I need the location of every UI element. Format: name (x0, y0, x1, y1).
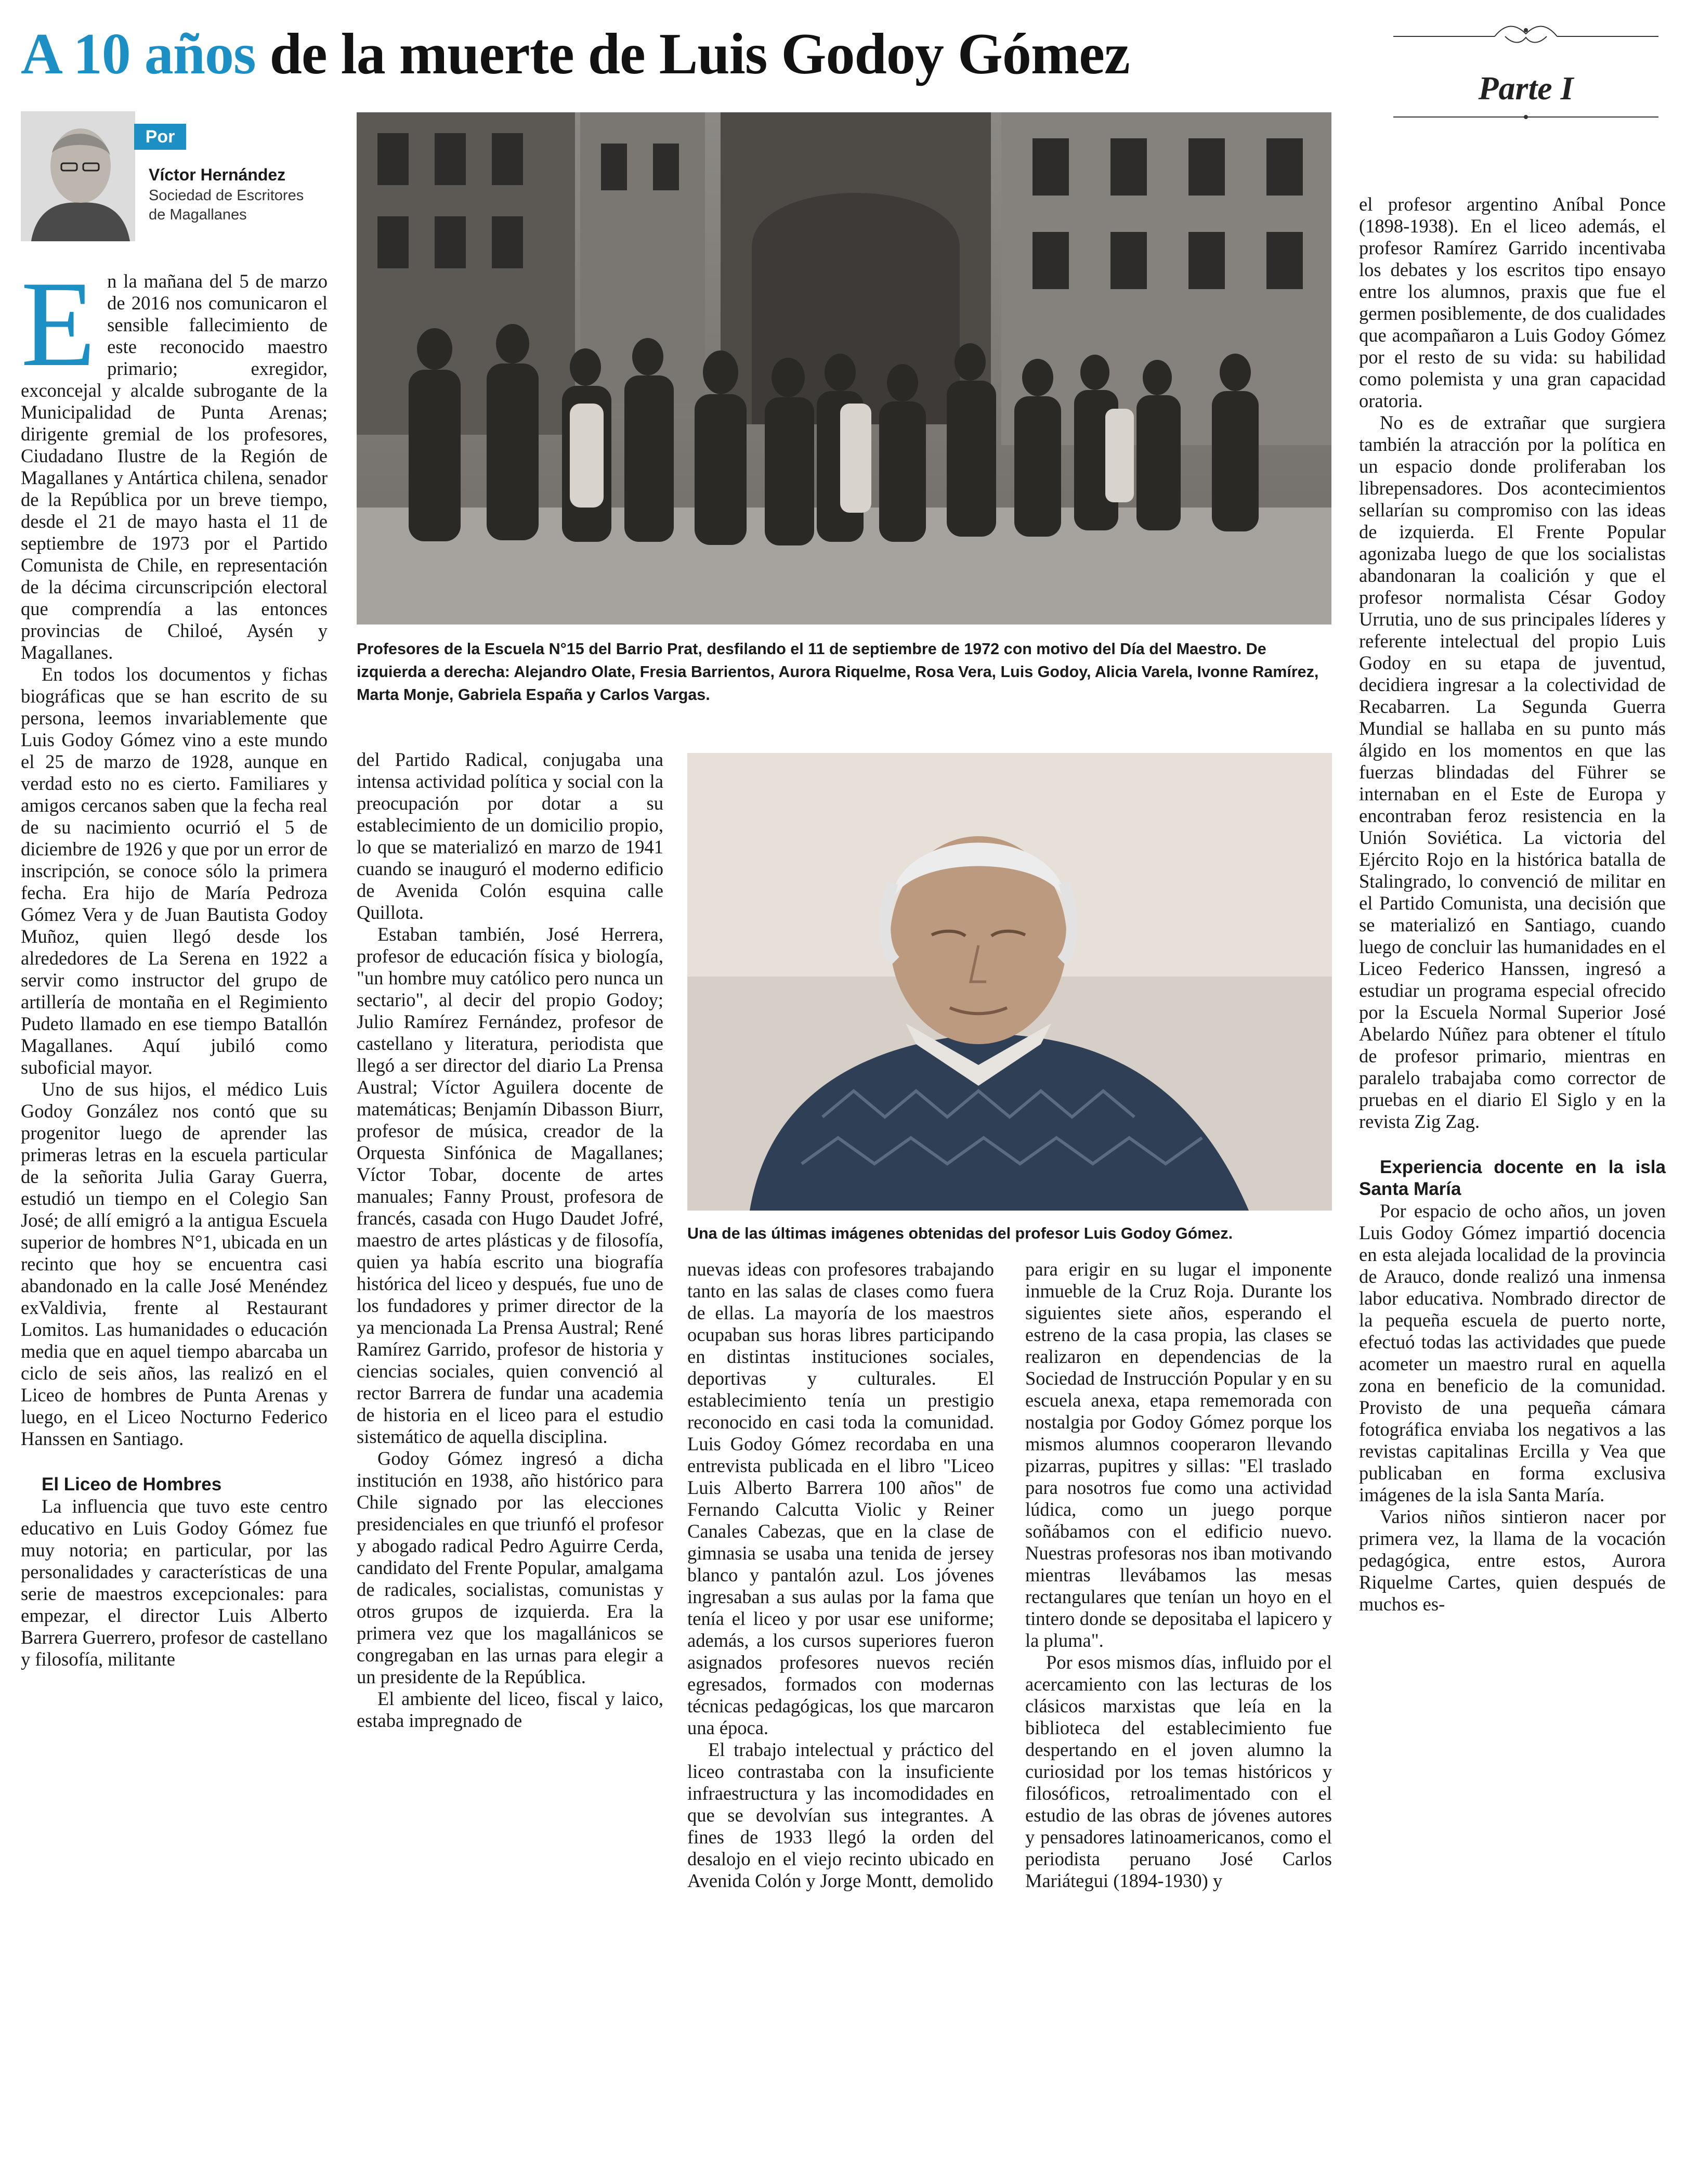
headline (21, 18, 1352, 90)
headline-rest: de la muerte de Luis Godoy Gómez (255, 22, 1130, 86)
article-paragraph-text: n la mañana del 5 de marzo de 2016 nos comunicaron el sensible fallecimiento de este reconocido maestro primario; exregidor, exconcejal y alcalde subrogante de la Municipalidad de Punta Arenas; dirigente gremial de los profesores, Ciudadano Ilustre de la Región de Magallanes y Antártica chilena, senador de la República por un breve tiempo, desde el 21 de mayo hasta el 11 de septiembre de 1973 por el Partido Comunista de Chile, en representación de la décima circunscripción electoral que comprendía a las entonces provincias de Chiloé, Aysén y Magallanes. (21, 270, 328, 663)
portrait-photo-image (687, 753, 1332, 1211)
article-paragraph: Por espacio de ocho años, un joven Luis Godoy Gómez impartió docencia en esta alejada localidad de la provincia de Arauco, donde realizó una inmensa labor educativa. Nombrado director de la pequeña escuela de puerto norte, efectuó todas las actividades que puede acometer un maestro rural en aquella zona en beneficio de la comunidad. Provisto de una pequeña cámara fotográfica enviaba los negativos a las revistas capitalinas Ercilla y Vea que publicaban en forma exclusiva imágenes de la isla Santa María. (1359, 1200, 1666, 1505)
article-column-1 (21, 256, 328, 2174)
parade-photo-image (357, 112, 1331, 625)
article-paragraph: el profesor argentino Aníbal Ponce (1898-1938). En el liceo además, el profesor Ramírez Garrido incentivaba los debates y los escritos tipo ensayo entre los alumnos, praxis que fue el germen posiblemente, de dos cualidades que acompañaron a Luis Godoy Gómez por el resto de su vida: su habilidad como polemista y una gran capacidad oratoria. (1359, 193, 1666, 411)
subheading-experiencia: Experiencia docente en la isla Santa María (1359, 1157, 1666, 1199)
author-portrait-icon (21, 111, 135, 241)
parade-photo (357, 112, 1331, 625)
article-paragraph: Estaban también, José Herrera, profesor de educación física y biología, "un hombre muy católico pero nunca un sectario", al decir del propio Godoy; Julio Ramírez Fernández, profesor de castellano y literatura, periodista que llegó a ser director del diario La Prensa Austral; Víctor Aguilera docente de matemáticas; Benjamín Dibasson Biurr, profesor de música, creador de la Orquesta Sinfónica de Magallanes; Víctor Tobar, docente de artes manuales; Fanny Proust, profesora de francés, casada con Hugo Daudet Jofré, maestro de artes plásticas y de filosofía, quien ya había escrito una biografía histórica del liceo y después, fue uno de los fundadores y primer director de la ya mencionada La Prensa Austral; René Ramírez Garrido, profesor de historia y ciencias sociales, quien convenció al rector Barrera de fundar una academia de historia en el liceo para el estudio sistemático de aquella disciplina. (357, 924, 663, 1447)
headline-accent: A 10 años (21, 22, 256, 86)
section-label: Parte I (1478, 70, 1574, 107)
article-paragraph: No es de extrañar que surgiera también la atracción por la política en un espacio donde proliferaban los librepensadores. Dos acontecimientos sellarían su compromiso con las ideas de izquierda. El Frente Popular agonizaba luego de que los socialistas abandonaran la coalición y que el profesor normalista César Godoy Urrutia, uno de sus principales líderes y referente intelectual del propio Luis Godoy en su etapa de juventud, decidiera ingresar a la colectividad de Recabarren. La Segunda Guerra Mundial se hallaba en su punto más álgido en los momentos en que las fuerzas blindadas del Führer se internaban en el Este de Europa y encontraban feroz resistencia en la Unión Soviética. La victoria del Ejército Rojo en la histórica batalla de Stalingrado, lo convenció de militar en el Partido Comunista, una decisión que se materializó en Santiago, cuando luego de concluir las humanidades en el Liceo Federico Hanssen, ingresó a estudiar un programa especial ofrecido por la Escuela Normal Superior José Abelardo Núñez para obtener el título de profesor primario, mientras en paralelo trabajaba como corrector de pruebas en el diario El Siglo y en la revista Zig Zag. (1359, 412, 1666, 1132)
author-affiliation: Sociedad de Escritores de Magallanes (149, 187, 304, 223)
ornament-top-icon (1388, 21, 1664, 47)
portrait-photo-caption: Una de las últimas imágenes obtenidas del profesor Luis Godoy Gómez. (687, 1225, 1233, 1242)
author-name: Víctor Hernández (149, 165, 286, 184)
article-paragraph: Godoy Gómez ingresó a dicha institución en 1938, año histórico para Chile signado por las elecciones presidenciales en que triunfó el profesor y abogado radical Pedro Aguirre Cerda, candidato del Frente Popular, amalgama de radicales, socialistas, comunistas y otros grupos de izquierda. Era la primera vez que los magallánicos se congregaban en las urnas para elegir a un presidente de la República. (357, 1448, 663, 1687)
section-label-box (1378, 16, 1674, 125)
article-paragraph: del Partido Radical, conjugaba una intensa actividad política y social con la preocupación por dotar a su establecimiento de un domicilio propio, lo que se materializó en marzo de 1941 cuando se inauguró el moderno edificio de Avenida Colón esquina calle Quillota. (357, 749, 663, 923)
article-paragraph: El ambiente del liceo, fiscal y laico, estaba impregnado de (357, 1688, 663, 1731)
article-paragraph: nuevas ideas con profesores trabajando tanto en las salas de clases como fuera de ellas. La mayoría de los maestros ocupaban sus horas libres participando en distintas instituciones sociales, deportivas y culturales. El establecimiento tenía un prestigio reconocido en casi toda la comunidad. Luis Godoy Gómez recordaba en una entrevista publicada en el libro "Liceo Luis Alberto Barrera 100 años" de Fernando Calcutta Violic y Reiner Canales Cabezas, que en la clase de gimnasia se usaba una tenida de jersey blanco y pantalón azul. Los jóvenes ingresaban a sus aulas por la fama que tenía el liceo y por usar ese uniforme; además, a los cursos superiores fueron asignados profesores nuevos recién egresados, formados con modernas técnicas pedagógicas, los que marcaron una época. (687, 1258, 994, 1738)
article-paragraph (21, 256, 328, 664)
article-column-4 (1025, 1258, 1332, 2174)
article-paragraph: para erigir en su lugar el imponente inmueble de la Cruz Roja. Durante los siguientes siete años, esperando el estreno de la casa propia, las clases se realizaron en dependencias de la Sociedad de Instrucción Popular y en su escuela anexa, etapa rememorada con nostalgia por Godoy Gómez porque los mismos alumnos cooperaron llevando pizarras, pupitres y sillas: "El traslado para nosotros fue como una actividad lúdica, como un juego porque soñábamos con el edificio nuevo. Nuestras profesoras nos iban motivando mientras llevábamos las mesas rectangulares que tenían un hoyo en el tintero donde se depositaba el lapicero y la pluma". (1025, 1258, 1332, 1651)
article-paragraph: Por esos mismos días, influido por el acercamiento con las lecturas de los clásicos marxistas que leía en la biblioteca del establecimiento fue despertando en el joven alumno la curiosidad por los temas históricos y filosóficos, retroalimentado con el estudio de las obras de jóvenes autores y pensadores latinoamericanos, como el periodista peruano José Carlos Mariátegui (1894-1930) y (1025, 1652, 1332, 1891)
article-paragraph: La influencia que tuvo este centro educativo en Luis Godoy Gómez fue muy notoria; en particular, por las personalidades y características de una serie de maestros excepcionales: para empezar, el director Luis Alberto Barrera Guerrero, profesor de castellano y filosofía, militante (21, 1496, 328, 1670)
subheading-liceo: El Liceo de Hombres (42, 1474, 222, 1494)
byline-por-tag: Por (134, 124, 186, 150)
article-paragraph: Varios niños sintieron nacer por primera vez, la llama de la vocación pedagógica, entre estos, Aurora Riquelme Cartes, quien después de muchos es- (1359, 1506, 1666, 1615)
author-byline (21, 111, 343, 246)
article-paragraph: El trabajo intelectual y práctico del liceo contrastaba con la insuficiente infraestructura y las incomodidades en que se devolvían sus integrantes. A fines de 1933 llegó la orden del desalojo en el viejo recinto ubicado en Avenida Colón y Jorge Montt, demolido (687, 1739, 994, 1891)
article-column-5 (1359, 193, 1666, 2174)
drop-cap: E (21, 256, 96, 392)
article-paragraph: Uno de sus hijos, el médico Luis Godoy González nos contó que su progenitor luego de aprender las primeras letras en la escuela particular de la señorita Julia Garay Guerra, estudió un tiempo en el Colegio San José; de allí emigró a la antigua Escuela superior de hombres N°1, ubicada en un recinto que hoy se encuentra casi abandonado en la calle José Menéndez exValdivia, frente al Restaurant Lomitos. Las humanidades o educación media que en aquel tiempo abarcaba un ciclo de seis años, las realizó en el Liceo de hombres de Punta Arenas y luego, en el Liceo Nocturno Federico Hanssen en Santiago. (21, 1078, 328, 1449)
ornament-bottom-icon (1388, 109, 1664, 125)
article-column-2 (357, 749, 663, 2174)
parade-photo-caption: Profesores de la Escuela N°15 del Barrio Prat, desfilando el 11 de septiembre de 1972 con motivo del Día del Maestro. De izquierda a derecha: Alejandro Olate, Fresia Barrientos, Aurora Riquelme, Rosa Vera, Luis Godoy, Alicia Varela, Ivonne Ramírez, Marta Monje, Gabriela España y Carlos Vargas. (357, 640, 1319, 704)
article-column-3 (687, 1258, 994, 2174)
article-paragraph: En todos los documentos y fichas biográficas que se han escrito de su persona, leemos invariablemente que Luis Godoy Gómez vino a este mundo el 25 de marzo de 1928, aunque en verdad esto no es cierto. Familiares y amigos cercanos saben que la fecha real de su nacimiento ocurrió el 5 de diciembre de 1926 y que por un error de inscripción, se conoce sólo la primera fecha. Era hijo de María Pedroza Gómez Vera y de Juan Bautista Godoy Muñoz, quien llegó desde los alrededores de La Serena en 1922 a servir como instructor del grupo de artillería de montaña en el Regimiento Pudeto llamado en ese tiempo Batallón Magallanes. Aquí jubiló como suboficial mayor. (21, 664, 328, 1078)
portrait-photo (687, 753, 1332, 1211)
author-photo (21, 111, 135, 241)
